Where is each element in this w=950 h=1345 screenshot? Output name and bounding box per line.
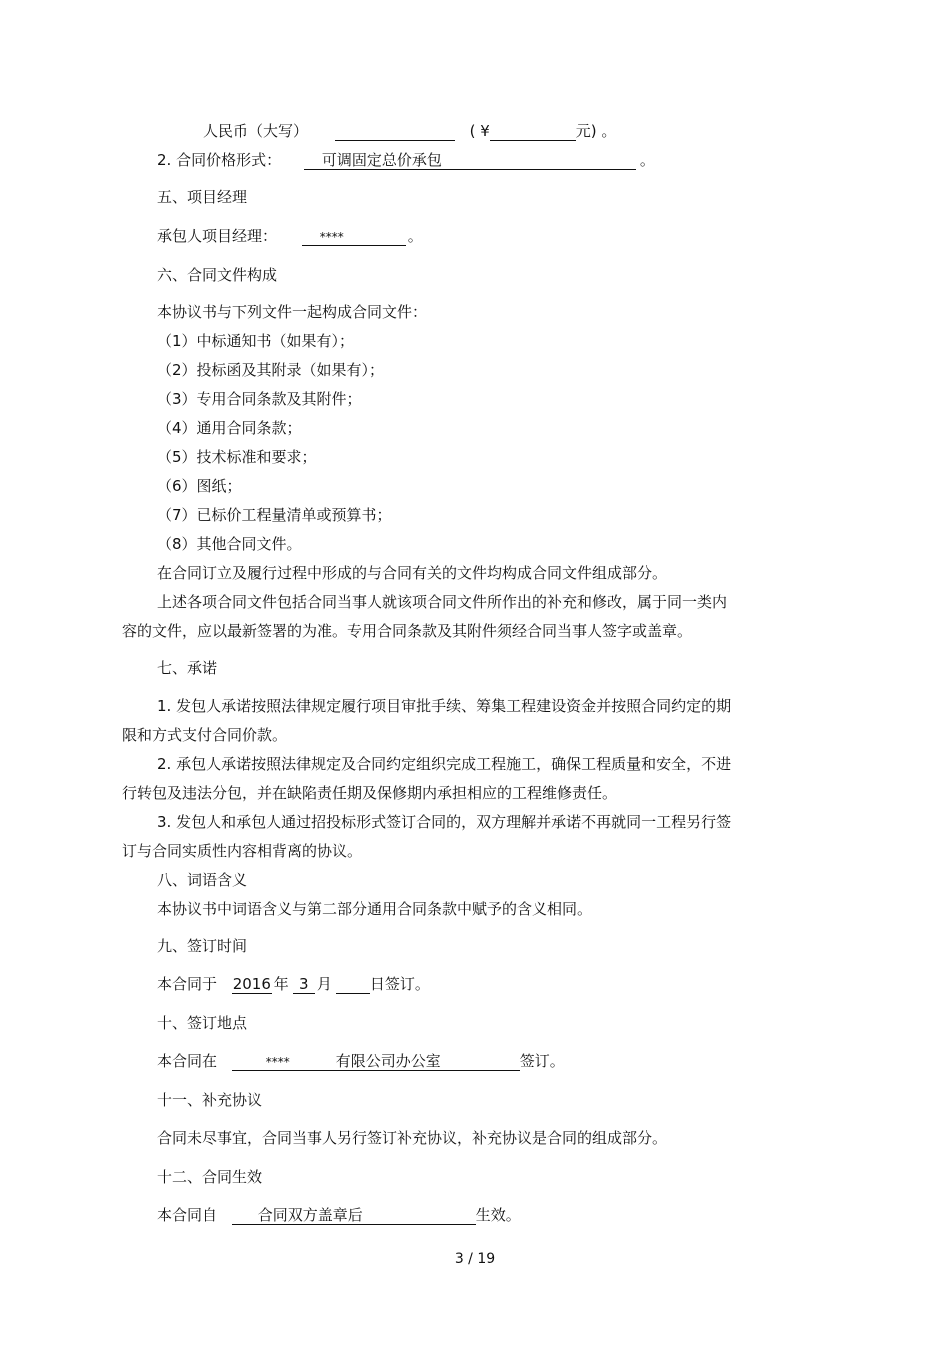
pm-heading: 五、项目经理 [157, 188, 248, 206]
docs-item-4: （4）通用合同条款； [157, 419, 302, 437]
price-yen-open: ( ¥ [469, 122, 490, 140]
price-upper-blank [335, 121, 455, 141]
place-prefix: 本合同在 [157, 1052, 218, 1070]
docs-paragraph-2-line-1: 上述各项合同文件包括合同当事人就该项合同文件所作出的补充和修改，属于同一类内 [157, 593, 728, 611]
docs-item-7: （7）已标价工程量清单或预算书； [157, 506, 392, 524]
signtime-day-suffix: 日签订。 [369, 975, 430, 993]
terms-heading: 八、词语含义 [157, 871, 248, 889]
pm-field [302, 226, 406, 246]
place-field [232, 1051, 520, 1071]
promise-1-line-1: 1. 发包人承诺按照法律规定履行项目审批手续、筹集工程建设资金并按照合同约定的期 [157, 697, 732, 715]
pm-label: 承包人项目经理： [157, 227, 278, 245]
effect-field [232, 1205, 476, 1225]
place-value: 有限公司办公室 [335, 1052, 441, 1070]
promise-3-line-2: 订与合同实质性内容相背离的协议。 [122, 842, 363, 860]
docs-heading: 六、合同文件构成 [157, 266, 278, 284]
page-number: 3 / 19 [454, 1251, 496, 1267]
effect-heading: 十二、合同生效 [157, 1168, 263, 1186]
place-name: **** [265, 1055, 290, 1069]
promise-2-line-2: 行转包及违法分包，并在缺陷责任期及保修期内承担相应的工程维修责任。 [122, 784, 618, 802]
price-yen-close: 元) 。 [575, 122, 617, 140]
supp-heading: 十一、补充协议 [157, 1091, 263, 1109]
effect-value: 合同双方盖章后 [257, 1206, 363, 1224]
signtime-month: 3 [293, 974, 315, 994]
signtime-month-unit: 月 [316, 975, 332, 993]
signtime-line [157, 974, 430, 994]
effect-line [157, 1205, 521, 1225]
docs-paragraph-1: 在合同订立及履行过程中形成的与合同有关的文件均构成合同文件组成部分。 [157, 564, 668, 582]
docs-paragraph-2-line-2: 容的文件，应以最新签署的为准。专用合同条款及其附件须经合同当事人签字或盖章。 [122, 622, 693, 640]
effect-prefix: 本合同自 [157, 1206, 218, 1224]
docs-item-5: （5）技术标准和要求； [157, 448, 317, 466]
price-upper-line [203, 121, 616, 141]
place-line [157, 1051, 565, 1071]
docs-item-3: （3）专用合同条款及其附件； [157, 390, 362, 408]
price-form-label: 2. 合同价格形式： [157, 151, 282, 169]
place-suffix: 签订。 [519, 1052, 565, 1070]
pm-line [157, 226, 423, 246]
price-yen-blank [490, 121, 576, 141]
promise-1-line-2: 限和方式支付合同价款。 [122, 726, 288, 744]
place-heading: 十、签订地点 [157, 1014, 248, 1032]
signtime-heading: 九、签订时间 [157, 937, 248, 955]
price-upper-label: 人民币（大写） [203, 122, 309, 140]
price-form-value: 可调固定总价承包 [321, 151, 442, 169]
signtime-day-blank [336, 974, 370, 994]
docs-item-8: （8）其他合同文件。 [157, 535, 302, 553]
price-form-line [157, 150, 655, 170]
signtime-year: 2016 [232, 975, 271, 993]
effect-suffix: 生效。 [475, 1206, 521, 1224]
signtime-year-unit: 年 [273, 975, 289, 993]
terms-text: 本协议书中词语含义与第二部分通用合同条款中赋予的含义相同。 [157, 900, 593, 918]
promise-2-line-1: 2. 承包人承诺按照法律规定及合同约定组织完成工程施工，确保工程质量和安全，不进 [157, 755, 732, 773]
supp-text: 合同未尽事宜，合同当事人另行签订补充协议，补充协议是合同的组成部分。 [157, 1129, 668, 1147]
price-form-end: 。 [639, 151, 655, 169]
pm-end: 。 [407, 227, 423, 245]
signtime-prefix: 本合同于 [157, 975, 218, 993]
docs-item-6: （6）图纸； [157, 477, 242, 495]
price-form-field [304, 150, 636, 170]
promise-3-line-1: 3. 发包人和承包人通过招投标形式签订合同的，双方理解并承诺不再就同一工程另行签 [157, 813, 732, 831]
docs-intro: 本协议书与下列文件一起构成合同文件： [157, 303, 428, 321]
docs-item-2: （2）投标函及其附录（如果有）； [157, 361, 385, 379]
promise-heading: 七、承诺 [157, 659, 218, 677]
pm-value: **** [319, 230, 344, 244]
docs-item-1: （1）中标通知书（如果有）； [157, 332, 355, 350]
